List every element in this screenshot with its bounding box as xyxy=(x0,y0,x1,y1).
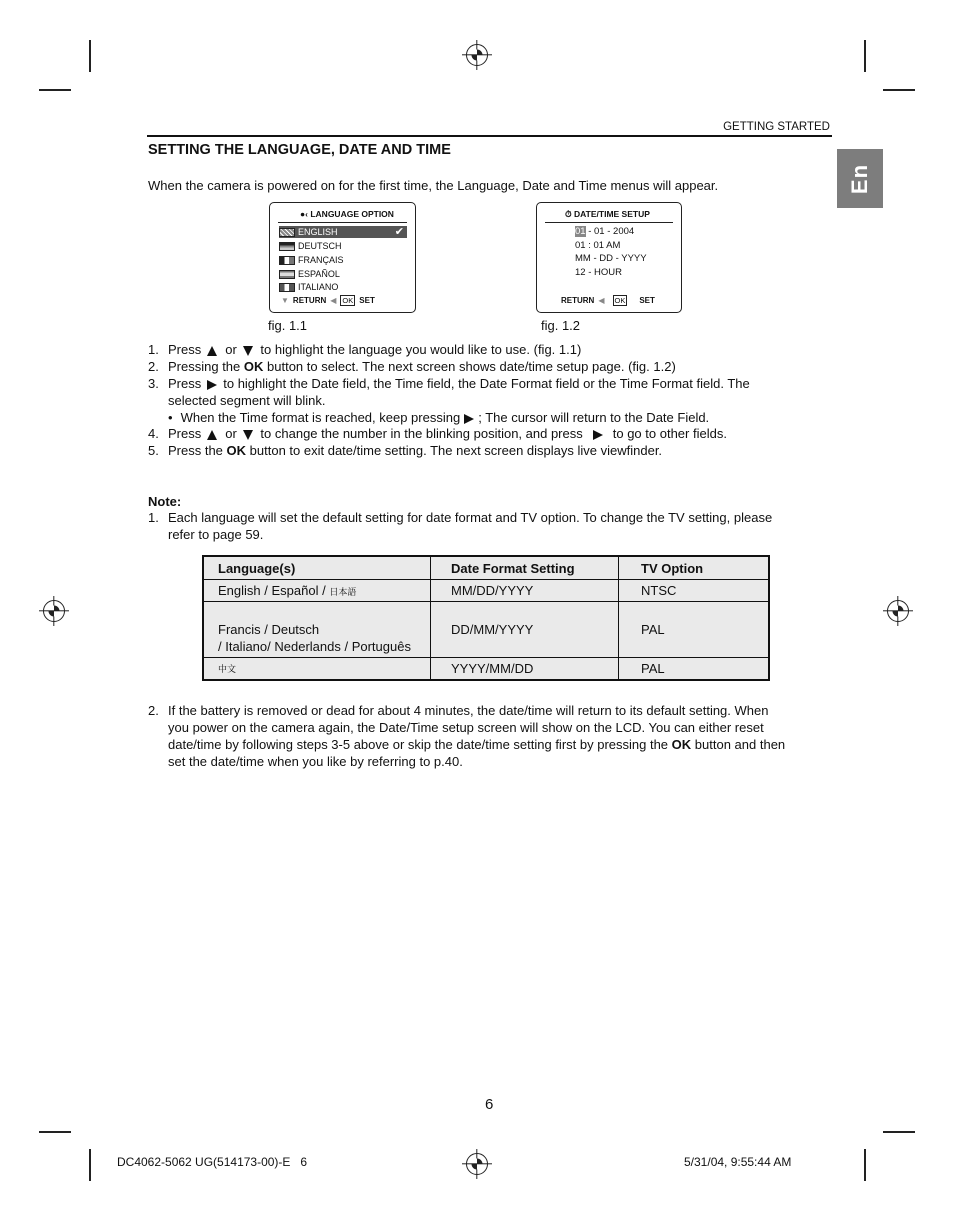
note-heading: Note: xyxy=(148,494,182,509)
crop-mark xyxy=(864,40,866,72)
uk-flag-icon xyxy=(279,228,295,237)
crop-mark xyxy=(39,89,71,91)
screen-footer: RETURN ◀ OK SET xyxy=(561,296,655,305)
down-arrow-icon: ▼ xyxy=(281,296,289,305)
crop-mark xyxy=(883,1131,915,1133)
date-format-field: MM - DD - YYYY xyxy=(575,253,647,264)
language-tab: En xyxy=(837,149,883,208)
table-row xyxy=(203,658,769,680)
screen-footer: ▼ RETURN ◀ OK SET xyxy=(281,296,375,305)
page-number: 6 xyxy=(485,1096,494,1113)
table-header-cell: Date Format Setting xyxy=(431,556,619,580)
table-cell: NTSC xyxy=(619,580,770,602)
time-format-field: 12 - HOUR xyxy=(575,267,622,278)
left-arrow-icon: ◀ xyxy=(330,296,337,305)
table-row xyxy=(203,602,769,658)
down-arrow-icon xyxy=(243,430,253,440)
crop-mark xyxy=(864,1149,866,1181)
page-title: SETTING THE LANGUAGE, DATE AND TIME xyxy=(148,142,451,158)
table-header-cell: TV Option xyxy=(619,556,770,580)
right-arrow-icon xyxy=(593,430,603,440)
table-cell: PAL xyxy=(619,602,770,658)
date-field: 01 - 01 - 2004 xyxy=(575,226,635,237)
crop-mark xyxy=(89,40,91,72)
table-header-row xyxy=(203,556,769,580)
date-time-setup-screen xyxy=(536,202,682,313)
header-rule xyxy=(147,135,832,137)
table-cell: DD/MM/YYYY xyxy=(431,602,619,658)
crop-mark xyxy=(883,89,915,91)
registration-mark-icon xyxy=(887,600,909,622)
language-option-screen xyxy=(269,202,416,313)
spanish-flag-icon xyxy=(279,270,295,279)
italian-flag-icon xyxy=(279,283,295,292)
screen-divider xyxy=(278,222,407,223)
registration-mark-icon xyxy=(466,1153,488,1175)
language-item-english: ENGLISH ✔ xyxy=(279,226,407,238)
language-item-italiano: ITALIANO xyxy=(279,281,407,293)
table-cell: 中文 xyxy=(203,658,431,680)
screen-divider xyxy=(545,222,673,223)
table-cell: English / Español / 日本語 xyxy=(203,580,431,602)
table-cell: YYYY/MM/DD xyxy=(431,658,619,680)
clock-icon: ⏱ xyxy=(565,209,572,219)
footer-doc-id: DC4062-5062 UG(514173-00)-E 6 xyxy=(117,1155,308,1169)
language-settings-table xyxy=(202,555,770,681)
up-arrow-icon xyxy=(207,346,217,356)
right-arrow-icon xyxy=(464,414,474,424)
french-flag-icon xyxy=(279,256,295,265)
language-item-deutsch: DEUTSCH xyxy=(279,240,407,252)
german-flag-icon xyxy=(279,242,295,251)
crop-mark xyxy=(89,1149,91,1181)
screen-title: ⏱ DATE/TIME SETUP xyxy=(565,209,650,219)
left-arrow-icon: ◀ xyxy=(598,296,605,305)
language-item-francais: FRANÇAIS xyxy=(279,254,407,266)
crop-mark xyxy=(39,1131,71,1133)
up-arrow-icon xyxy=(207,430,217,440)
down-arrow-icon xyxy=(243,346,253,356)
footer-timestamp: 5/31/04, 9:55:44 AM xyxy=(684,1155,792,1169)
time-field: 01 : 01 AM xyxy=(575,240,621,251)
registration-mark-icon xyxy=(466,44,488,66)
table-row xyxy=(203,580,769,602)
right-arrow-icon xyxy=(207,380,217,390)
checkmark-icon: ✔ xyxy=(394,226,404,238)
figure-caption: fig. 1.2 xyxy=(541,318,581,333)
table-cell: PAL xyxy=(619,658,770,680)
table-header-cell: Language(s) xyxy=(203,556,431,580)
language-item-espanol: ESPAÑOL xyxy=(279,268,407,280)
screen-title: ●‹ LANGUAGE OPTION xyxy=(300,209,394,219)
section-label: GETTING STARTED xyxy=(723,121,830,133)
table-cell: Francis / Deutsch / Italiano/ Nederlands / Português xyxy=(203,602,431,658)
intro-text: When the camera is powered on for the first time, the Language, Date and Time menus will appear. xyxy=(148,178,719,193)
registration-mark-icon xyxy=(43,600,65,622)
speech-icon: ●‹ xyxy=(300,209,308,219)
figure-caption: fig. 1.1 xyxy=(268,318,308,333)
table-cell: MM/DD/YYYY xyxy=(431,580,619,602)
